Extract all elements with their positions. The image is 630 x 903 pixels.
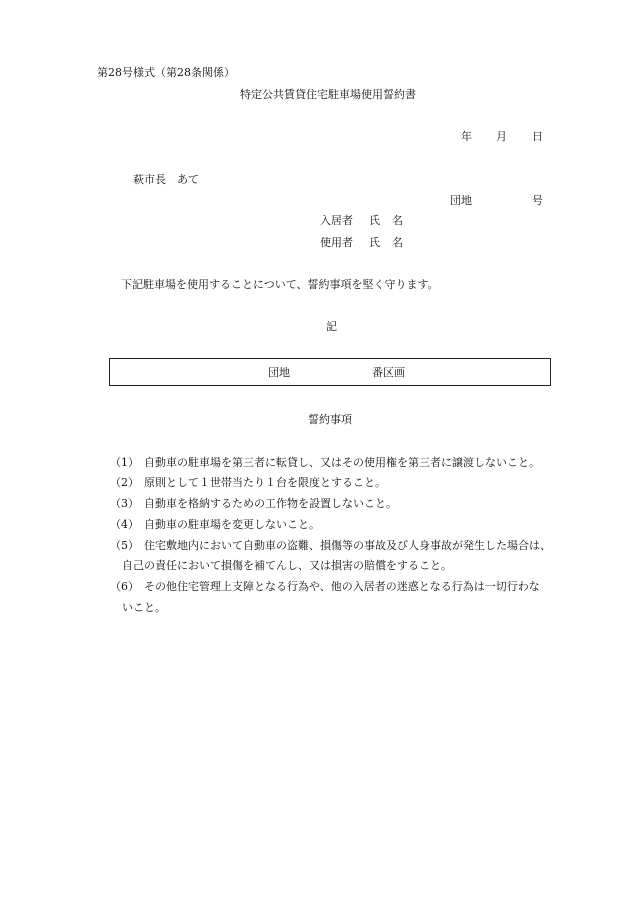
pledge-item-text: 自動車の駐車場を変更しないこと。	[144, 518, 320, 531]
parking-bango-label: 番区画	[372, 366, 405, 379]
pledge-item-text: 自動車の駐車場を第三者に転貸し、又はその使用権を第三者に譲渡しないこと。	[144, 456, 540, 469]
pledge-item-number: （4）	[110, 518, 139, 531]
pledge-item	[110, 476, 386, 490]
document-title: 特定公共賃貸住宅駐車場使用誓約書	[240, 88, 416, 101]
pledge-item-number: （1）	[110, 456, 139, 469]
date-day: 日	[532, 130, 543, 143]
pledge-item	[110, 456, 540, 470]
pledge-item	[110, 497, 397, 511]
parking-danchi-label: 団地	[268, 366, 290, 379]
gou-label: 号	[532, 194, 543, 207]
resident-mei: 名	[392, 214, 403, 227]
pledge-item-text: 原則として１世帯当たり１台を限度とすること。	[144, 476, 386, 489]
danchi-label: 団地	[450, 194, 472, 207]
ki-heading: 記	[326, 320, 337, 333]
user-shi: 氏	[369, 236, 380, 249]
pledge-item-number: （3）	[110, 497, 139, 510]
resident-shi: 氏	[369, 214, 380, 227]
pledge-item-continuation: 自己の責任において損傷を補てんし、又は損害の賠償をすること。	[122, 559, 452, 572]
resident-role: 入居者	[320, 214, 353, 227]
user-mei: 名	[392, 236, 403, 249]
user-role: 使用者	[320, 236, 353, 249]
date-month: 月	[496, 130, 507, 143]
pledge-item-number: （2）	[110, 476, 139, 489]
declaration: 下記駐車場を使用することについて、誓約事項を堅く守ります。	[121, 278, 439, 291]
pledge-item	[110, 580, 540, 594]
parking-space-box	[109, 358, 551, 386]
pledge-item	[110, 518, 320, 532]
pledge-item-text: その他住宅管理上支障となる行為や、他の入居者の迷惑となる行為は一切行わな	[144, 580, 540, 593]
form-label: 第28号様式（第28条関係）	[97, 66, 235, 79]
pledge-heading: 誓約事項	[308, 413, 352, 426]
addressee: 萩市長 あて	[133, 173, 199, 186]
date-year: 年	[461, 130, 472, 143]
pledge-item-text: 住宅敷地内において自動車の盗難、損傷等の事故及び人身事故が発生した場合は、	[144, 539, 551, 552]
pledge-item-continuation: いこと。	[122, 601, 166, 614]
pledge-item-number: （6）	[110, 580, 139, 593]
pledge-item	[110, 539, 551, 553]
pledge-item-number: （5）	[110, 539, 139, 552]
pledge-item-text: 自動車を格納するための工作物を設置しないこと。	[144, 497, 397, 510]
